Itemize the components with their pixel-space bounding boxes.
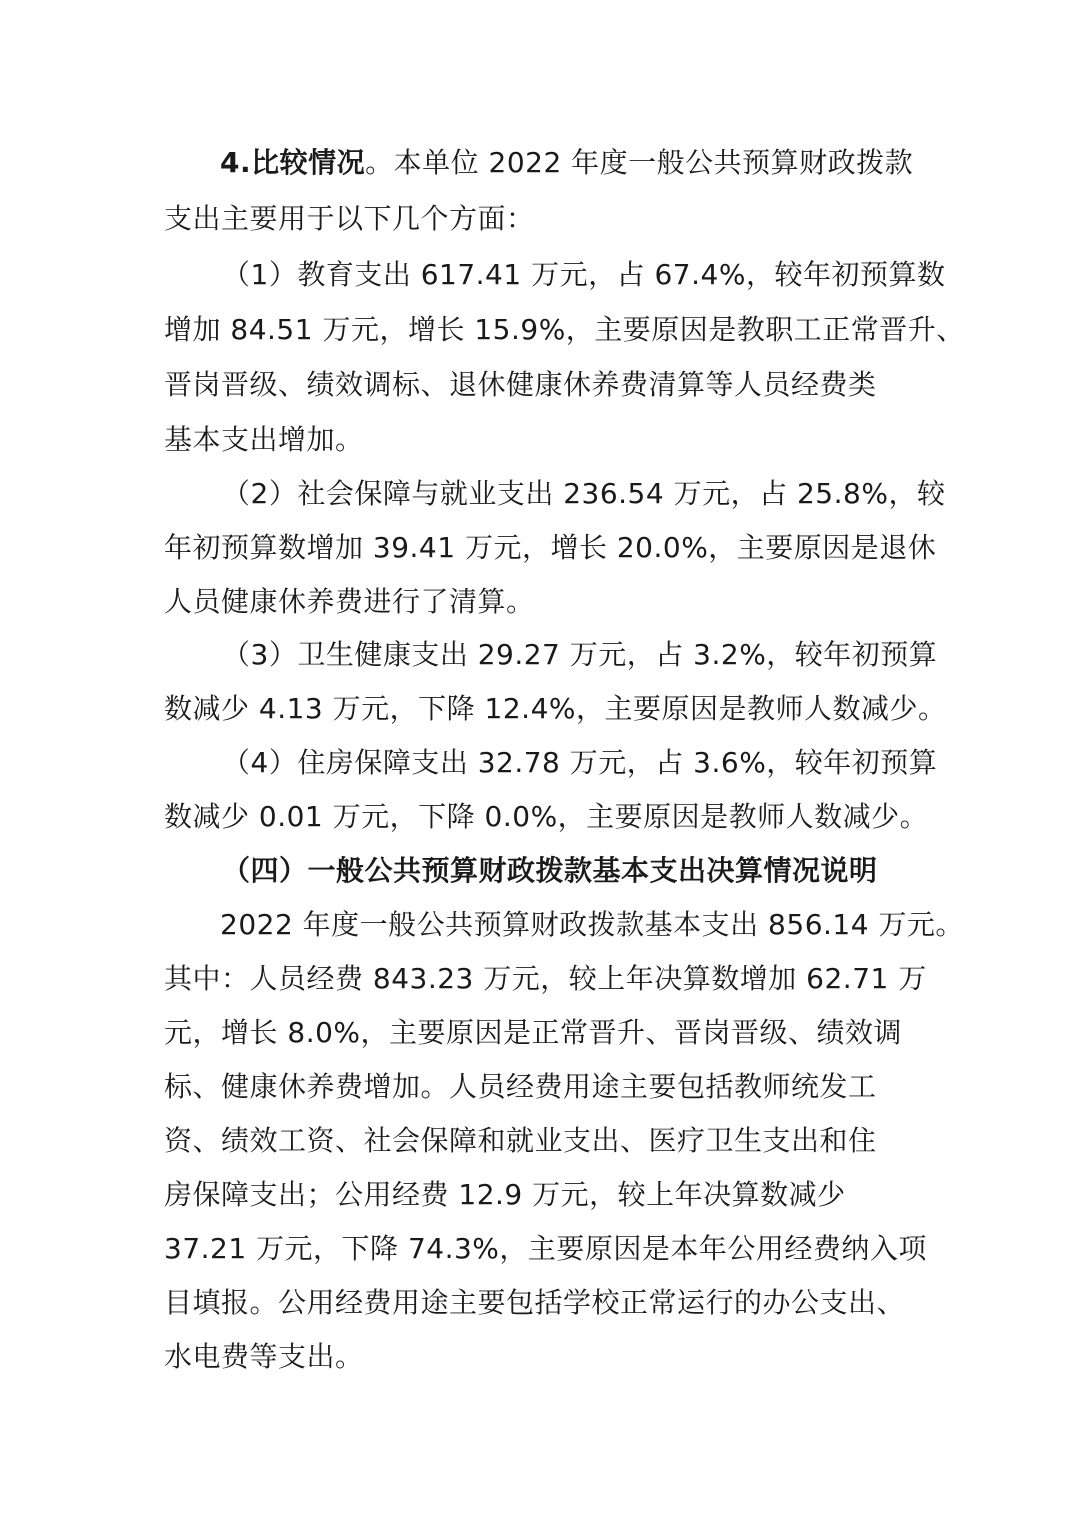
item-social-security-line-2: 年初预算数增加 39.41 万元，增长 20.0%，主要原因是退休 [164,531,937,564]
item-education-line-1: （1）教育支出 617.41 万元，占 67.4%，较年初预算数 [222,258,946,291]
basic-expenditure-line-7: 37.21 万元，下降 74.3%，主要原因是本年公用经费纳入项 [164,1232,927,1265]
basic-expenditure-line-1: 2022 年度一般公共预算财政拨款基本支出 856.14 万元。 [220,908,964,941]
basic-expenditure-line-4: 标、健康休养费增加。人员经费用途主要包括教师统发工 [164,1070,877,1103]
basic-expenditure-line-6: 房保障支出；公用经费 12.9 万元，较上年决算数减少 [164,1178,846,1211]
basic-expenditure-line-9: 水电费等支出。 [164,1340,364,1373]
comparison-text: 。本单位 2022 年度一般公共预算财政拨款 [365,146,914,179]
item-education-line-2: 增加 84.51 万元，增长 15.9%，主要原因是教职工正常晋升、 [164,313,965,346]
item-health-line-2: 数减少 4.13 万元，下降 12.4%，主要原因是教师人数减少。 [164,692,947,725]
paragraph-comparison-line-1 [220,146,913,180]
paragraph-comparison-line-2: 支出主要用于以下几个方面： [164,202,535,235]
item-social-security-line-1: （2）社会保障与就业支出 236.54 万元，占 25.8%，较 [222,477,946,510]
basic-expenditure-line-3: 元，增长 8.0%，主要原因是正常晋升、晋岗晋级、绩效调 [164,1016,903,1049]
section-heading: （四）一般公共预算财政拨款基本支出决算情况说明 [222,854,878,887]
basic-expenditure-line-8: 目填报。公用经费用途主要包括学校正常运行的办公支出、 [164,1286,906,1319]
item-education-line-3: 晋岗晋级、绩效调标、退休健康休养费清算等人员经费类 [164,368,877,401]
basic-expenditure-line-5: 资、绩效工资、社会保障和就业支出、医疗卫生支出和住 [164,1124,877,1157]
comparison-lead: 4.比较情况 [220,146,366,179]
basic-expenditure-line-2: 其中：人员经费 843.23 万元，较上年决算数增加 62.71 万 [164,962,927,995]
item-housing-line-1: （4）住房保障支出 32.78 万元，占 3.6%，较年初预算 [222,746,938,779]
item-health-line-1: （3）卫生健康支出 29.27 万元，占 3.2%，较年初预算 [222,638,938,671]
item-social-security-line-3: 人员健康休养费进行了清算。 [164,585,535,618]
item-education-line-4: 基本支出增加。 [164,423,364,456]
item-housing-line-2: 数减少 0.01 万元，下降 0.0%，主要原因是教师人数减少。 [164,800,929,833]
